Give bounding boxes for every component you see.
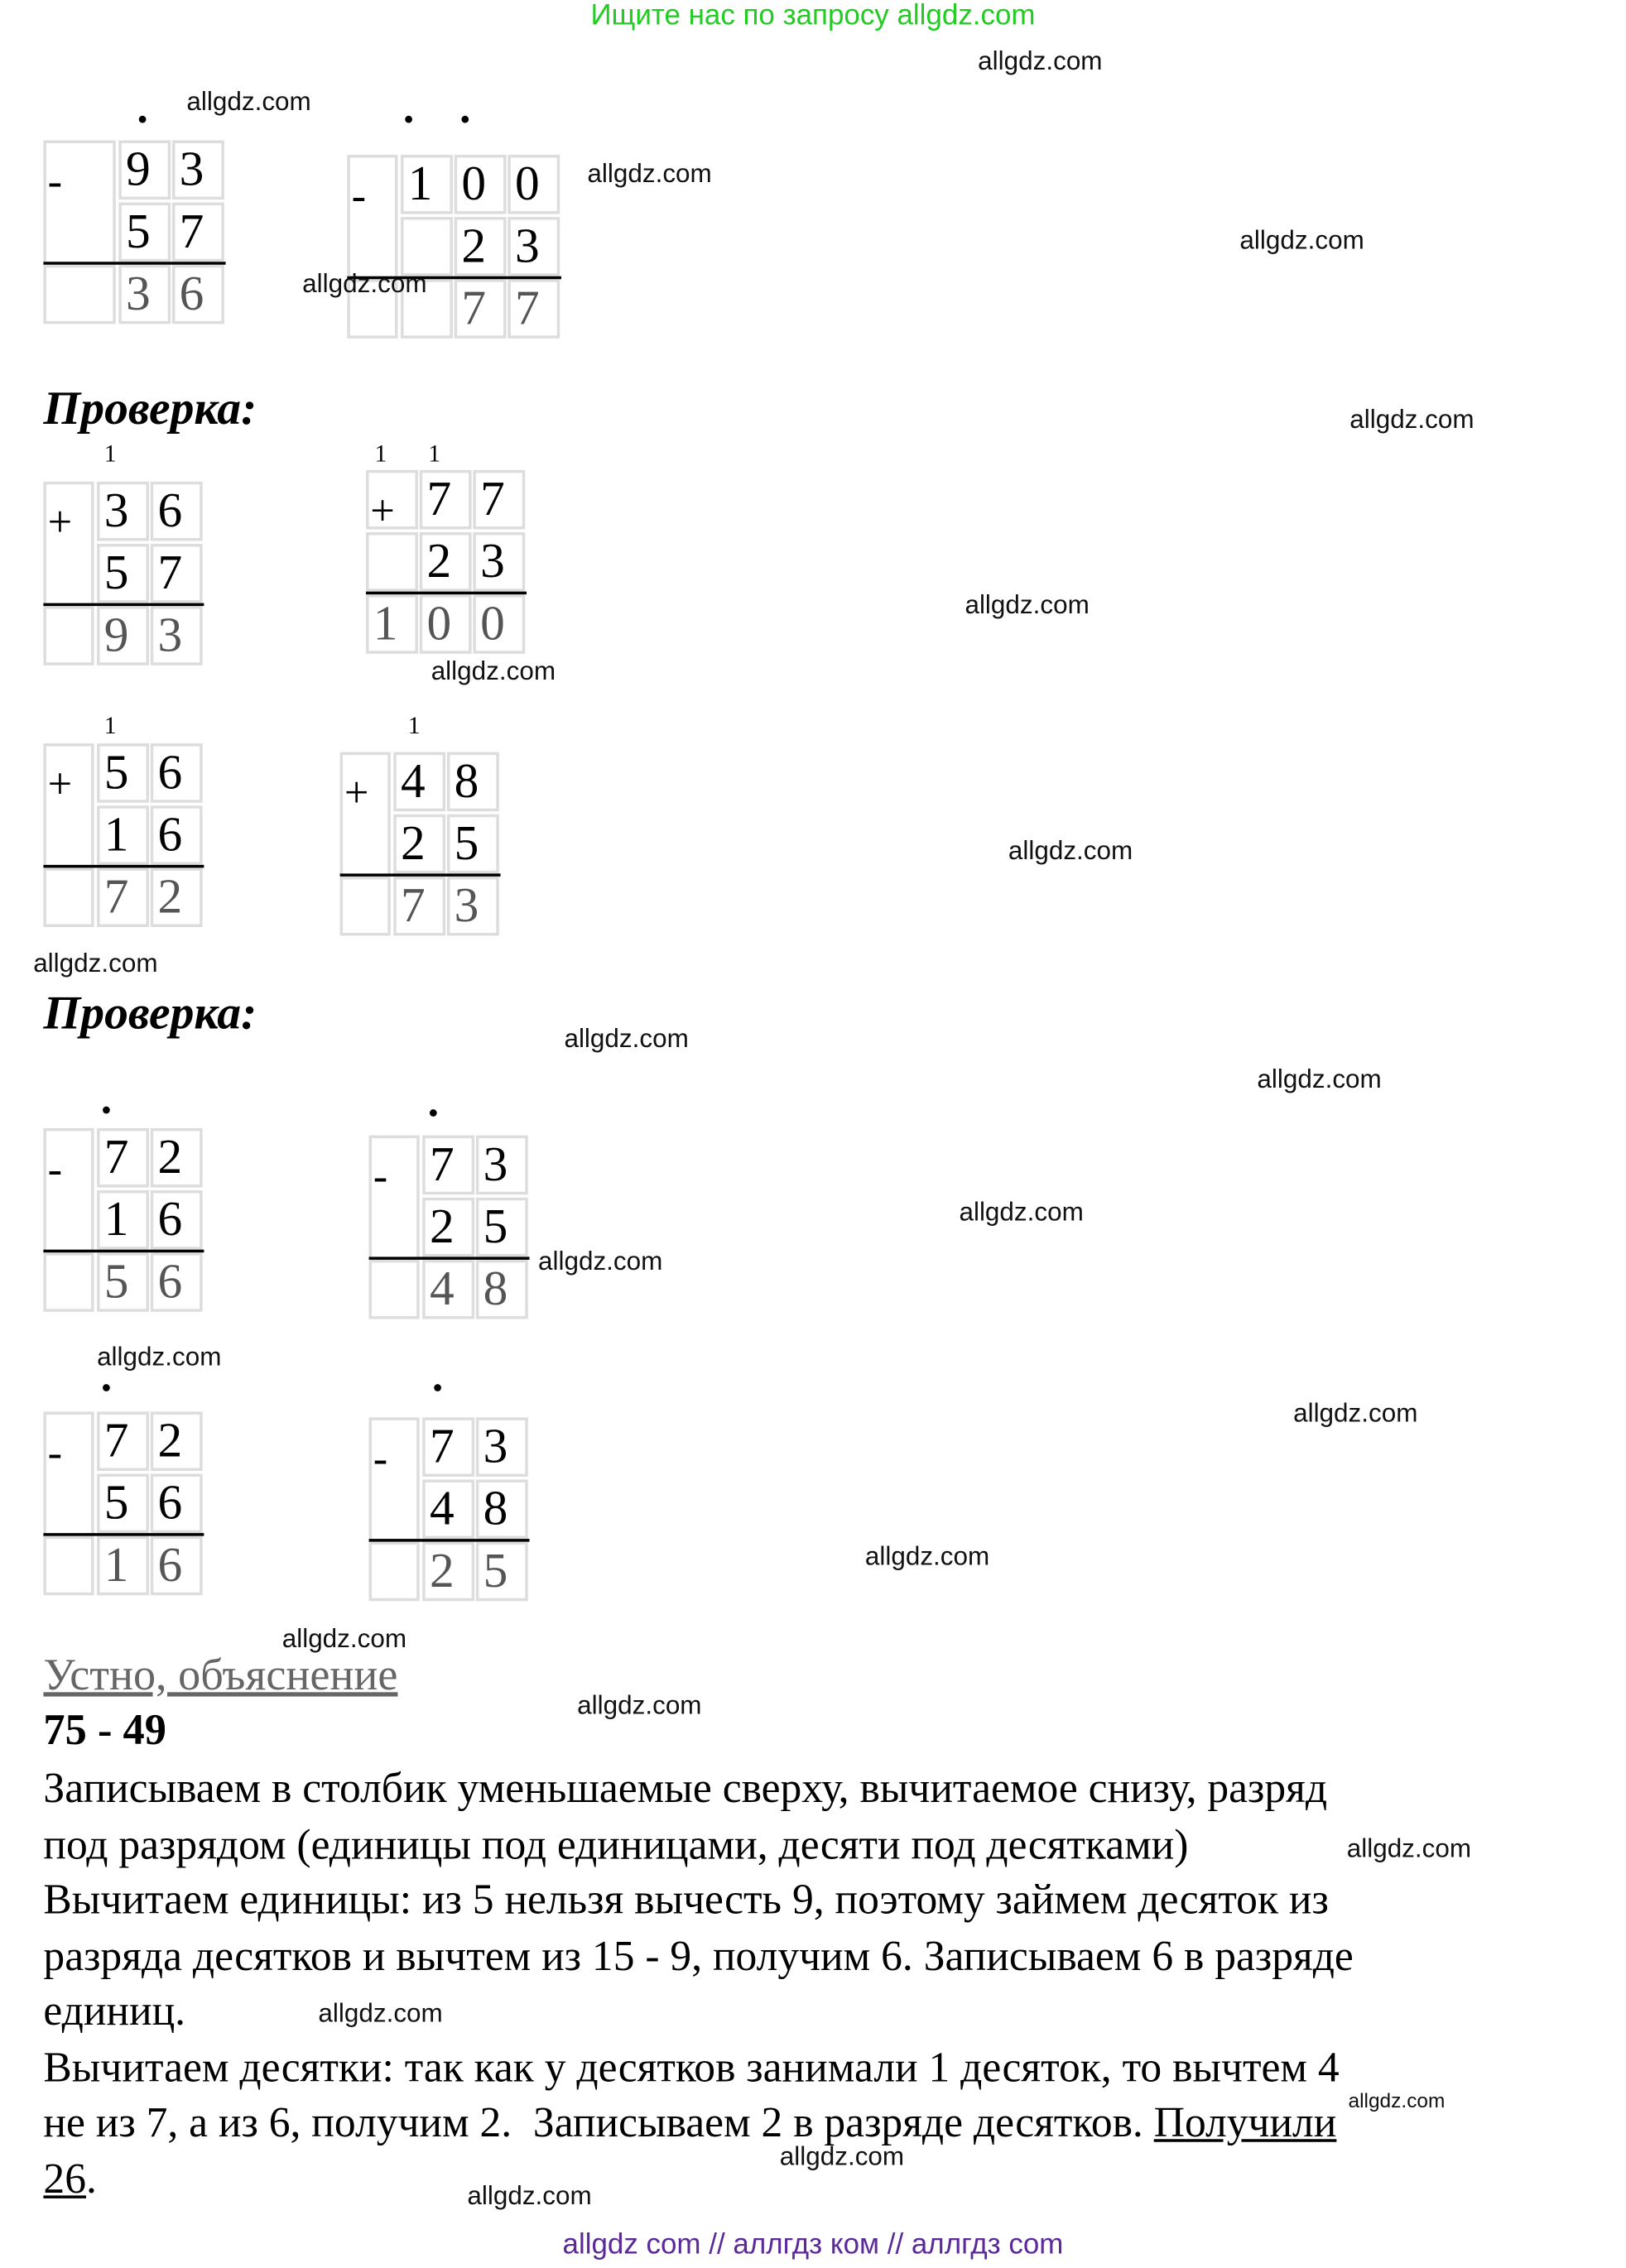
watermark: allgdz.com	[1346, 1833, 1472, 1863]
period: .	[85, 2155, 97, 2203]
digit-cell: 7	[97, 1128, 149, 1188]
sum-line	[366, 592, 527, 594]
empty-cell	[369, 1542, 420, 1602]
empty-cell	[340, 877, 391, 936]
digit-cell: 5	[118, 203, 171, 262]
digit-cell: 6	[151, 805, 203, 865]
digit-cell: 3	[508, 217, 560, 276]
digit-cell: 7	[97, 1411, 149, 1471]
minus-sign: -	[373, 1152, 388, 1201]
digit-cell: 6	[151, 1473, 203, 1533]
result-digit: 7	[97, 867, 149, 927]
check-heading-2: Проверка:	[43, 987, 257, 1040]
carry-digit: 1	[374, 440, 387, 468]
digit-cell: 2	[151, 1411, 203, 1471]
digit-cell: 5	[447, 814, 499, 874]
minus-sign: -	[351, 172, 367, 220]
sum-line	[43, 603, 204, 606]
result-value: 26	[43, 2155, 86, 2203]
result-digit: 3	[151, 606, 203, 666]
carry-digit: 1	[103, 711, 117, 739]
watermark: allgdz.com	[186, 86, 311, 116]
text-line: Записываем в столбик уменьшаемые сверху, вычитаемое снизу, разряд	[43, 1766, 1328, 1813]
digit-cell: 5	[476, 1198, 528, 1257]
watermark: allgdz.com	[318, 1998, 443, 2028]
watermark: allgdz.com	[1293, 1398, 1418, 1428]
digit-cell: 7	[172, 203, 224, 262]
digit-cell	[366, 470, 418, 530]
result-digit: 5	[476, 1542, 528, 1602]
watermark: allgdz.com	[978, 46, 1103, 75]
sum-line	[43, 1250, 204, 1252]
watermark: allgdz.com	[1257, 1064, 1382, 1093]
digit-cell: 8	[476, 1479, 528, 1539]
digit-cell: 0	[455, 155, 507, 214]
watermark: allgdz.com	[281, 1624, 407, 1654]
result-digit: 0	[473, 594, 525, 654]
watermark: allgdz.com	[1348, 2088, 1446, 2112]
plus-sign: +	[47, 761, 73, 809]
result-digit: 2	[422, 1542, 474, 1602]
watermark: allgdz.com	[537, 1247, 663, 1276]
result-digit: 9	[97, 606, 149, 666]
minus-sign: -	[373, 1434, 388, 1483]
sum-line	[43, 1533, 204, 1535]
digit-cell: 7	[473, 470, 525, 530]
empty-cell	[43, 265, 115, 324]
empty-cell	[43, 606, 94, 666]
text-line: Вычитаем единицы: из 5 нельзя вычесть 9, поэтому займем десяток из	[43, 1876, 1329, 1924]
result-digit: 6	[172, 265, 224, 324]
result-digit: 7	[455, 279, 507, 339]
result-digit: 0	[420, 594, 472, 654]
digit-cell: 8	[447, 752, 499, 812]
borrow-dot	[461, 116, 469, 123]
digit-cell: 2	[393, 814, 445, 874]
watermark: allgdz.com	[779, 2141, 905, 2171]
sum-line	[369, 1539, 530, 1541]
digit-cell: 6	[151, 1190, 203, 1250]
digit-cell: 3	[97, 482, 149, 541]
watermark: allgdz.com	[467, 2180, 592, 2210]
watermark: allgdz.com	[1239, 225, 1364, 255]
empty-cell	[369, 1260, 420, 1319]
digit-cell: 2	[420, 532, 472, 592]
text-line: разряда десятков и вычтем из 15 - 9, получим 6. Записываем 6 в разряде	[43, 1933, 1354, 1980]
text-line: Вычитаем десятки: так как у десятков занимали 1 десяток, то вычтем 4	[43, 2044, 1340, 2091]
digit-cell: 3	[473, 532, 525, 592]
empty-cell	[43, 1536, 94, 1596]
digit-cell	[401, 217, 453, 276]
result-digit: 7	[393, 877, 445, 936]
plus-sign: +	[370, 488, 395, 536]
borrow-dot	[139, 116, 147, 123]
plus-sign: +	[344, 769, 369, 818]
watermark: allgdz.com	[431, 656, 556, 686]
sum-line	[43, 865, 204, 867]
digit-cell: 9	[118, 140, 171, 199]
result-word: Получили	[1153, 2100, 1337, 2146]
digit-cell: 7	[420, 470, 472, 530]
digit-cell: 4	[393, 752, 445, 812]
watermark: allgdz.com	[1008, 835, 1133, 865]
result-digit: 3	[447, 877, 499, 936]
explanation-title: Устно, объяснение	[43, 1648, 398, 1700]
result-digit: 6	[151, 1252, 203, 1312]
result-digit: 6	[151, 1536, 203, 1596]
minus-sign: -	[47, 1429, 63, 1478]
digit-cell: 5	[97, 544, 149, 603]
digit-cell: 3	[476, 1417, 528, 1477]
footer-links[interactable]: allgdz com // аллгдз ком // аллгдз com	[562, 2228, 1064, 2261]
explanation-text	[43, 1761, 1533, 2207]
borrow-dot	[103, 1384, 110, 1391]
digit-cell: 5	[97, 1473, 149, 1533]
borrow-dot	[405, 116, 412, 123]
sum-line	[340, 873, 501, 876]
digit-cell: 1	[401, 155, 453, 214]
digit-cell: 2	[455, 217, 507, 276]
watermark: allgdz.com	[302, 268, 427, 298]
watermark: allgdz.com	[864, 1541, 990, 1571]
watermark: allgdz.com	[587, 159, 712, 189]
result-digit: 7	[508, 279, 560, 339]
result-digit: 4	[422, 1260, 474, 1319]
check-heading-1: Проверка:	[43, 383, 257, 435]
digit-cell: 3	[476, 1136, 528, 1195]
digit-cell: 3	[172, 140, 224, 199]
result-digit: 5	[97, 1252, 149, 1312]
borrow-dot	[103, 1107, 110, 1114]
watermark: allgdz.com	[564, 1024, 689, 1054]
borrow-dot	[430, 1109, 437, 1117]
watermark: allgdz.com	[97, 1342, 222, 1372]
digit-cell: 7	[422, 1136, 474, 1195]
digit-cell: 4	[422, 1479, 474, 1539]
result-digit: 1	[366, 594, 418, 654]
sum-line	[43, 262, 225, 264]
minus-sign: -	[47, 1146, 63, 1194]
digit-cell: 2	[151, 1128, 203, 1188]
text-line: не из 7, а из 6, получим 2. Записываем 2 в разряде десятков.	[43, 2100, 1154, 2146]
result-digit: 1	[97, 1536, 149, 1596]
carry-digit: 1	[407, 711, 421, 739]
digit-cell: 1	[97, 1190, 149, 1250]
digit-cell: 0	[508, 155, 560, 214]
digit-cell: 6	[151, 482, 203, 541]
watermark: allgdz.com	[1349, 405, 1474, 435]
sum-line	[369, 1257, 530, 1259]
borrow-dot	[434, 1384, 441, 1391]
digit-cell: 2	[422, 1198, 474, 1257]
plus-sign: +	[47, 498, 73, 547]
carry-digit: 1	[428, 440, 441, 468]
watermark: allgdz.com	[965, 589, 1090, 619]
text-line: единиц.	[43, 1988, 186, 2035]
empty-cell	[43, 867, 94, 927]
digit-cell: 7	[422, 1417, 474, 1477]
watermark: allgdz.com	[33, 949, 158, 978]
carry-digit: 1	[103, 440, 117, 468]
digit-cell: 5	[97, 743, 149, 803]
minus-sign: -	[47, 157, 63, 206]
watermark: allgdz.com	[959, 1197, 1084, 1227]
result-digit: 8	[476, 1260, 528, 1319]
expression: 75 - 49	[43, 1706, 166, 1755]
result-digit: 3	[118, 265, 171, 324]
result-digit: 2	[151, 867, 203, 927]
empty-cell	[43, 1252, 94, 1312]
digit-cell: 6	[151, 743, 203, 803]
digit-cell: 1	[97, 805, 149, 865]
digit-cell: 7	[151, 544, 203, 603]
digit-cell	[366, 532, 418, 592]
text-line: под разрядом (единицы под единицами, десяти под десятками)	[43, 1821, 1189, 1868]
watermark: allgdz.com	[577, 1690, 702, 1720]
search-banner[interactable]: Ищите нас по запросу allgdz.com	[590, 0, 1036, 32]
